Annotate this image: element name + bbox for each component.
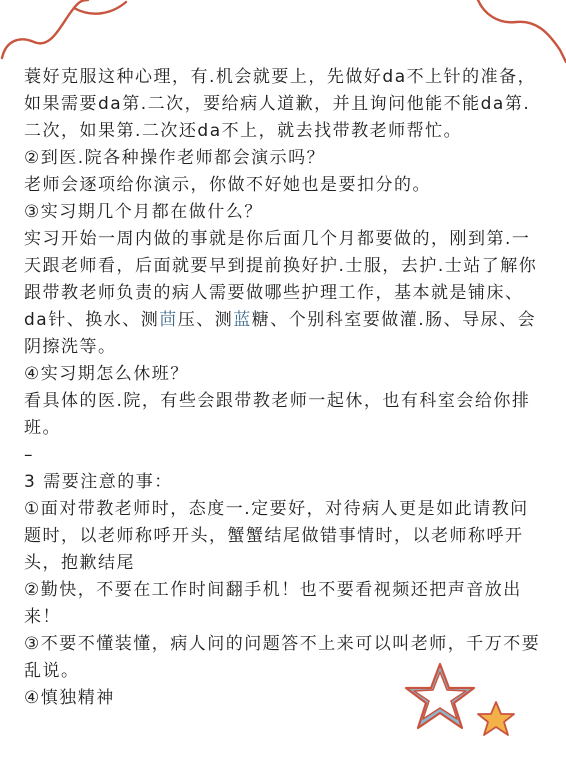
answer-3-text-c: 糖、个别科室要做灌.肠、导尿、会阴擦洗等。 [24,310,537,357]
note-3: ③不要不懂装懂，病人问的问题答不上来可以叫老师，千万不要乱说。 [24,634,541,681]
dash-separator: – [24,445,34,465]
answer-3-text-b: 压、测 [177,310,234,330]
answer-2: 老师会逐项给你演示，你做不好她也是要扣分的。 [24,175,431,195]
small-star-icon [478,702,514,735]
decorative-curl-right [476,0,566,64]
paragraph-intro: 蓑好克服这种心理，有.机会就要上，先做好da不上针的准备，如果需要da第.二次，要给病人道歉，并且询问他能不能da第.二次，如果第.二次还da不上，就去找带教老师帮忙。 [24,67,537,141]
question-3: ③实习期几个月都在做什么？ [24,202,263,222]
note-2: ②勤快，不要在工作时间翻手机！也不要看视频还把声音放出来！ [24,580,522,627]
decorative-stars [404,658,522,744]
answer-3-highlight-1: 茴 [159,310,178,330]
question-4: ④实习期怎么休班？ [24,364,189,384]
answer-4: 看具体的医.院，有些会跟带教老师一起休，也有科室会给你排班。 [24,391,531,438]
note-1: ①面对带教老师时，态度一.定要好，对待病人更是如此请教问题时，以老师称呼开头，蟹蟹结尾做错事情时，以老师称呼开头，抱歉结尾 [24,499,529,573]
decorative-curl-left [0,0,140,60]
question-2: ②到医.院各种操作老师都会演示吗？ [24,148,326,168]
note-4: ④慎独精神 [24,688,115,708]
article-body [24,64,544,712]
large-star-icon [406,664,474,728]
answer-3 [24,226,544,361]
answer-3-highlight-2: 蓝 [233,310,252,330]
section-3-title: 3 需要注意的事： [24,472,173,492]
answer-3-text-a: 实习开始一周内做的事就是你后面几个月都要做的，刚到第.一天跟老师看，后面就要早到提前换好护.士服，去护.士站了解你跟带教老师负责的病人需要做哪些护理工作，基本就是铺床、da针、换水、测 [24,229,538,330]
